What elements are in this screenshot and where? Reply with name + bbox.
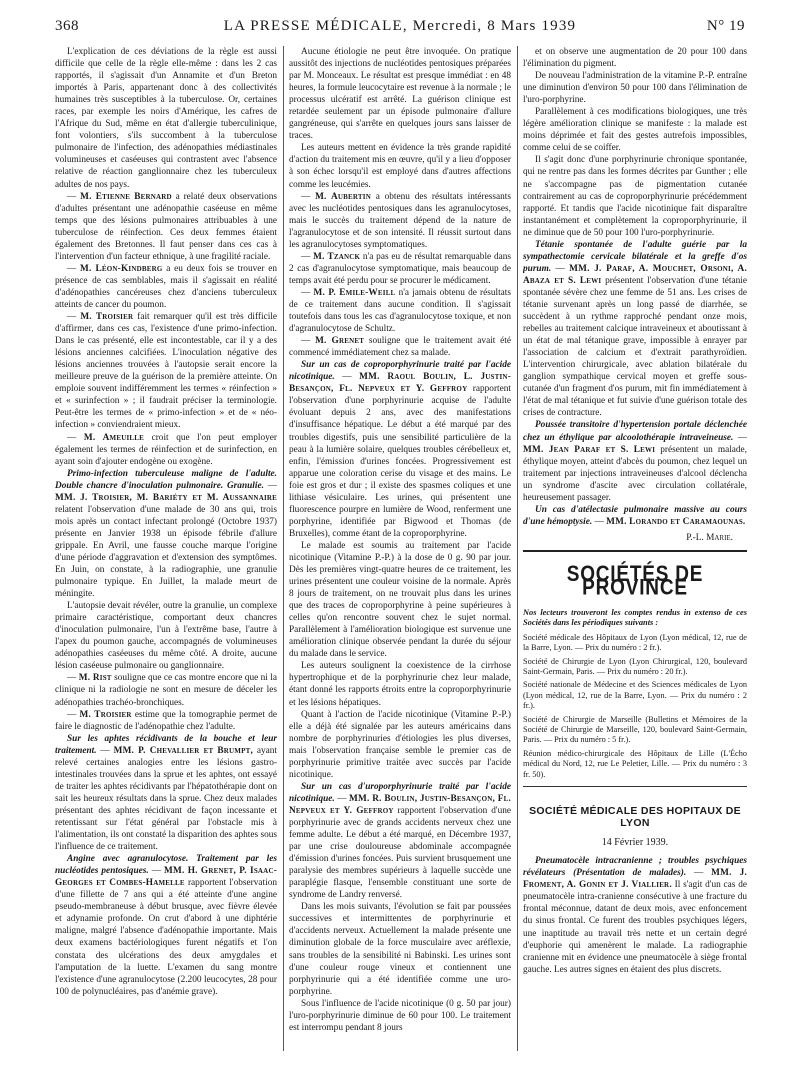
- paragraph-text: rapportent l'observation d'une porphyrinurie acquise de l'adulte évoluant depuis 2 ans, avec des manifestations d'insuffisance hépatique. Le début a été marqué par des troubles digestifs, puis une sensibilité particulière de la peau à la lumière solaire, quelques troubles cérébelleux et, enfin, l'émission d'urines foncées. Progressivement est apparue une coloration cerise du visage et des mains. Le foie est gros et dur ; il existe des spasmes coliques et une lithiase vésiculaire. Les urines, qui présentent une fluorescence pourpre en lumière de Wood, renferment une porphyrine, identifiée par Bigwood et Thomas (de Bruxelles), comme étant de la coproporphyrine.: [289, 384, 511, 539]
- paragraph: — M. Etienne Bernard a relaté deux observations d'adultes présentant une adénopathie caséeuse en même temps que des lésions pulmonaires attribuables à une tuberculose de réinfection. Ces deux femmes étaient également des Bretonnes. Il faut penser dans ces cas à l'intervention d'un facteur ethnique, à une fragilité raciale.: [55, 191, 277, 262]
- column-3: [523, 46, 747, 1056]
- section: Poussée transitoire d'hypertension portale déclenchée chez un éthylique par alcoolothérapie intraveineuse. — MM. Jean Paraf et S. Lewi présentent un malade, éthylique moyen, atteint d'abcès du poumon, chez lequel un traitement par injections intraveineuses d'alcool déclencha un syndrome d'ascite avec circulation collatérale, heureusement passager.: [523, 420, 747, 503]
- paragraph: Quant à l'action de l'acide nicotinique (Vitamine P.-P.) elle a déjà été signalée par les auteurs américains dans nombre de porphyrinuries d'étiologies les plus diverses, mais l'observation française semble le premier cas de porphyrinurie primitive traitée avec succès par l'acide nicotinique.: [289, 709, 511, 780]
- paragraph: L'autopsie devait révéler, outre la granulie, un complexe primaire caractéristique, comportant deux chancres d'inoculation pulmonaire, l'un à l'extrême base, l'autre à l'apex du poumon gauche, accompagnés de volumineuses adénopathies caséeuses du même côté. A droite, aucune lésion caséeuse pulmonaire ou ganglionnaire.: [55, 601, 277, 672]
- column-1: [55, 46, 277, 1056]
- paragraph-text: n'a pas eu de résultat remarquable dans 2 cas d'agranulocytose symptomatique, mais beaucoup de temps avait été perdu pour se procurer le médicament.: [289, 251, 511, 286]
- column-rule: [517, 46, 518, 1051]
- paragraph-text: n'a jamais obtenu de résultats de ce traitement dans aucune condition. Il s'agissait toutefois dans tous les cas d'agranulocytose toxique, et non d'agranulocytose de Schultz.: [289, 287, 511, 335]
- authors: MM. R. Boulin, Justin-Besançon, Fl. Nepveux et Y. Geffroy: [289, 793, 511, 816]
- signature: P.-L. Marie.: [686, 532, 733, 543]
- column-2: [289, 46, 511, 1056]
- divider: [523, 550, 747, 552]
- authors: MM. Lorando et Caramaounas.: [606, 516, 746, 527]
- authors: MM. J. Paraf, A. Mouchet, Orsoni, A. Abaza et S. Lewi: [523, 263, 747, 286]
- section: Un cas d'atélectasie pulmonaire massive au cours d'une hémoptysie. — MM. Lorando et Caramaounas.: [523, 504, 747, 527]
- society-entry: Société médicale des Hôpitaux de Lyon (Lyon médical, 12, rue de la Barre, Lyon. — Prix du numéro : 2 fr.).: [523, 632, 747, 653]
- paragraph: — M. Rist souligne que ce cas montre encore que ni la clinique ni la radiologie ne sont en mesure de déceler les adénopathies trachéo-bronchiques.: [55, 673, 277, 708]
- paragraph: — M. Ameuille croit que l'on peut employer également les termes de réinfection et de surinfection, en ayant soin d'ajouter endogène ou exogène.: [55, 432, 277, 467]
- section-heading: SOCIÉTÉS DE PROVINCE: [566, 562, 704, 601]
- page-header: [55, 18, 745, 42]
- paragraph: Aucune étiologie ne peut être invoquée. On pratique aussitôt des injections de nucléotides pentosiques préparées par M. Monceaux. Le résultat est presque immédiat : en 48 heures, la formule leucocytaire est revenue à la normale ; le processus ulcératif est arrêté. La guérison clinique est retardée seulement par un épisode pulmonaire d'allure gangréneuse, qui s'arrête en quelques jours sans laisser de traces.: [289, 47, 511, 142]
- paragraph-text: fait remarquer qu'il est très difficile d'affirmer, dans ces cas, l'existence d'une primo-infection. Dans le cas présenté, elle est incontestable, car il y a des lésions anciennes calcifiées. L'inoculation négative des lésions anciennes trouvées à l'autopsie serait encore la meilleure preuve de la guérison de la première atteinte. On emploie souvent indifféremment les termes « réinfection » et « surinfection » ; il faudrait préciser la terminologie. Peut-être les termes de « primo-infection » et de « néo-infection » conviendraient mieux.: [55, 312, 277, 431]
- section: Angine avec agranulocytose. Traitement par les nucléotides pentosiques. — MM. H. Grenet, P. Isaac-Georges et Combes-Hamelle rapportent l'observation d'une fillette de 7 ans qui a été atteinte d'une angine pseudo-membraneuse à début brusque, avec fièvre élevée et adynamie profonde. On crut d'abord à une diphtérie maligne, malgré l'absence d'adénopathie importante. Mais deux examens bactériologiques furent négatifs et l'on constata des ulcérations des deux amygdales et l'amputation de la luette. L'examen du sang montre l'existence d'une agranulocytose (2.200 leucocytes, 28 pour 100 de polynucléaires, pas d'anémie grave).: [55, 854, 277, 997]
- section: Sur un cas de coproporphyrinurie traité par l'acide nicotinique. — MM. Raoul Boulin, L. Justin-Besançon, Fl. Nepveux et Y. Geffroy rapportent l'observation d'une porphyrinurie acquise de l'adulte évoluant depuis 2 ans, avec des manifestations d'insuffisance hépatique. Le début a été marqué par des troubles digestifs, puis une sensibilité particulière de la peau à la lumière solaire, quelques troubles cérébelleux et, enfin, l'émission d'urines foncées. Progressivement est apparue une coloration cerise du visage et des mains. Le foie est gros et dur ; il existe des spasmes coliques et une lithiase vésiculaire. Les urines, qui présentent une fluorescence pourpre en lumière de Wood, renferment une porphyrine, identifiée par Bigwood et Thomas (de Bruxelles), comme étant de la coproporphyrine.: [289, 360, 511, 539]
- paragraph-text: ayant relevé certaines analogies entre les lésions gastro-intestinales trouvées dans la sprue et les aphtes, ont essayé de traiter les aphtes récidivants par l'hépatothérapie dont on sait les heureux résultats dans la sprue. Chez deux malades présentant des aphtes récidivant de façon incessante et retentissant sur l'état général par l'obstacle mis à l'alimentation, ils ont constaté la disparition des aphtes sous l'influence de ce traitement.: [55, 745, 277, 853]
- speaker: M. Etienne Bernard: [80, 191, 172, 202]
- paragraph: — M. Grenet souligne que le traitement avait été commencé immédiatement chez sa malade.: [289, 336, 511, 359]
- masthead: LA PRESSE MÉDICALE, Mercredi, 8 Mars 1939: [223, 18, 577, 34]
- issue-number: N° 19: [706, 18, 745, 34]
- society-entry: Société nationale de Médecine et des Sciences médicales de Lyon (Lyon médical, 12, rue de la Barre, Lyon. — Prix du numéro : 2 fr.).: [523, 680, 747, 711]
- paragraph: De nouveau l'administration de la vitamine P.-P. entraîne une diminution d'environ 50 pour 100 dans l'élimination de l'uro-porphyrine.: [523, 71, 747, 106]
- authors: MM. P. Chevallier et Brumpt,: [113, 745, 253, 756]
- paragraph-text: Il s'agit d'un cas de pneumatocèle intra-cranienne consécutive à une fracture du frontal méconnue, datant de deux mois, avec enfoncement du sinus frontal. Ce furent des troubles psychiques légers, une inaptitude au travail très nette et un certain degré d'euphorie qui amenèrent le malade. La radiographie cranienne mit en évidence une pneumatocèle à siège frontal gauche. Les autres signes en étaient des plus discrets.: [523, 880, 747, 975]
- paragraph: Sous l'influence de l'acide nicotinique (0 g. 50 par jour) l'uro-porphyrinurie diminue de 60 pour 100. Le traitement est interrompu pendant 8 jours: [289, 998, 511, 1033]
- authors: MM. Raoul Boulin, L. Justin-Besançon, Fl. Nepveux et Y. Geffroy: [289, 372, 511, 395]
- paragraph: L'explication de ces déviations de la règle est aussi difficile que celle de la règle elle-même : dans les 2 cas rapportés, il s'agissait d'un Annamite et d'un Breton importés à Paris, appartenant donc à des collectivités humaines très susceptibles à la tuberculose. Or, certaines races, par exemple les noirs d'Amérique, les cafres de l'Afrique du Sud, même en état d'allergie tuberculinique, font volontiers, s'ils succombent à la tuberculose pulmonaire de l'infection, des adénopathies médiastinales volumineuses et caséeuses qui contrastent avec l'absence relative de réaction ganglionnaire chez les tuberculeux adultes de nos pays.: [55, 47, 277, 190]
- paragraph: — M. Troisier estime que la tomographie permet de faire le diagnostic de l'adénopathie chez l'adulte.: [55, 709, 277, 732]
- section-title: Tétanie spontanée de l'adulte guérie par la sympathectomie cervicale bilatérale et la greffe d'os purum.: [523, 239, 747, 274]
- society-entry: Société de Chirurgie de Marseille (Bulletins et Mémoires de la Société de Chirurgie de Marseille, 120, boulevard Saint-Germain, Paris. — Prix du numéro : 5 fr.).: [523, 714, 747, 745]
- societies-list: [523, 608, 747, 780]
- speaker: M. Tzanck: [313, 251, 361, 262]
- paragraph-text: souligne que ce cas montre encore que ni la clinique ni la radiologie ne sont en mesure de déceler les adénopathies trachéo-bronchiques.: [55, 673, 277, 708]
- society-entry: Société de Chirurgie de Lyon (Lyon Chirurgical, 120, boulevard Saint-Germain, Paris. — Prix du numéro : 20 fr.).: [523, 656, 747, 677]
- speaker: M. Rist: [78, 673, 112, 684]
- speaker: M. Troisier: [80, 312, 134, 323]
- paragraph-text: présentent l'observation d'une tétanie spontanée sévère chez une femme de 51 ans. Les crises de tétanie survenant après un long passé de diarrhée, se succèdent à un rythme rapproché pendant onze mois, rebelles au traitement calcique intraveineux et aboutissant à un état de mal tétanique grave, impossible à enrayer par l'association de calcium et d'extrait parathyroïdien. L'intervention chirurgicale, avec ablation bilatérale du ganglion sympathique cervical moyen et greffe sous-cutanée d'un fragment d'os purum, mit fin immédiatement à l'état de mal tétanique et fut suivie d'une guérison totale des crises de contracture.: [523, 275, 747, 419]
- paragraph-text: souligne que le traitement avait été commencé immédiatement chez sa malade.: [289, 336, 511, 359]
- section-title: Sur un cas d'uroporphyrinurie traité par l'acide nicotinique.: [289, 781, 511, 804]
- speaker: M. P. Emile-Weill: [313, 287, 396, 298]
- paragraph-text: relatent l'observation d'une malade de 30 ans qui, trois mois après un contact infectant prolongé (Octobre 1937) présente en Janvier 1938 un épisode fébrile d'allure grippale. En Avril, une fausse couche marque l'origine d'une période d'aggravation et d'extension des symptômes. En Juin, on constate, à la radiographie, une granulie pulmonaire typique. En Juillet, la malade meurt de méningite.: [55, 504, 277, 600]
- authors: MM. Jean Paraf et S. Lewi: [523, 444, 656, 455]
- notice: Nos lecteurs trouveront les comptes rendus in extenso de ces Sociétés dans les périodiques suivants :: [523, 608, 747, 628]
- section: Primo-infection tuberculeuse maligne de l'adulte. Double chancre d'inoculation pulmonaire. Granulie. — MM. J. Troisier, M. Bariéty et M. Aussannaire relatent l'observation d'une malade de 30 ans qui, trois mois après un contact infectant prolongé (Octobre 1937) présente en Janvier 1938 un épisode fébrile d'allure grippale. En Avril, une fausse couche marque l'origine d'une période d'aggravation et d'extension des symptômes. En Juin, on constate, à la radiographie, une granulie pulmonaire typique. En Juillet, la malade meurt de méningite.: [55, 468, 277, 600]
- section-title: Primo-infection tuberculeuse maligne de l'adulte. Double chancre d'inoculation pulmonaire. Granulie.: [55, 468, 277, 491]
- session-date: 14 Février 1939.: [601, 837, 669, 849]
- paragraph: — M. Troisier fait remarquer qu'il est très difficile d'affirmer, dans ces cas, l'existence d'une primo-infection. Dans le cas présenté, elle est incontestable, car il y a des lésions anciennes calcifiées. L'inoculation négative des lésions anciennes trouvées à l'autopsie serait encore la meilleure preuve de la guérison de la première atteinte. On emploie souvent indifféremment les termes « réinfection » et « surinfection » ; il faudrait préciser la terminologie. Peut-être les termes de « primo-infection » et de « néo-infection » conviendraient mieux.: [55, 312, 277, 431]
- section-title: Un cas d'atélectasie pulmonaire massive au cours d'une hémoptysie.: [523, 504, 747, 527]
- paragraph-text: croit que l'on peut employer également les termes de réinfection et de surinfection, en ayant soin d'ajouter endogène ou exogène.: [55, 432, 277, 467]
- section-title: Sur les aphtes récidivants de la bouche et leur traitement.: [55, 733, 277, 756]
- paragraph-text: rapportent l'observation d'une fillette de 7 ans qui a été atteinte d'une angine pseudo-membraneuse à début brusque, avec fièvre élevée et adynamie profonde. On crut d'abord à une diphtérie maligne, malgré l'absence d'adénopathie importante. Mais deux examens bactériologiques furent négatifs et l'on constata des ulcérations des deux amygdales et l'amputation de la luette. L'examen du sang montre l'existence d'une agranulocytose (2.200 leucocytes, 28 pour 100 de polynucléaires, pas d'anémie grave).: [55, 878, 277, 997]
- section: Sur les aphtes récidivants de la bouche et leur traitement. — MM. P. Chevallier et Brumpt, ayant relevé certaines analogies entre les lésions gastro-intestinales trouvées dans la sprue et les aphtes, ont essayé de traiter les aphtes récidivants par l'hépatothérapie dont on sait les heureux résultats dans la sprue. Chez deux malades présentant des aphtes récidivant de façon incessante et retentissant sur l'état général par l'obstacle mis à l'alimentation, ils ont constaté la disparition des aphtes sous l'influence de ce traitement.: [55, 733, 277, 853]
- paragraph: Dans les mois suivants, l'évolution se fait par poussées successives et intermittentes de porphyrinurie et d'accidents nerveux. Actuellement la malade présente une diminution globale de la force musculaire avec aréflexie, sans troubles de la sensibilité ni Babinski. Les urines sont d'une couleur rouge vineux et contiennent une porphyrinurie qui a été identifiée comme une uro-porphyrine.: [289, 902, 511, 997]
- divider: [523, 786, 747, 787]
- society-entry: Réunion médico-chirurgicale des Hôpitaux de Lille (L'Écho médical du Nord, 12, rue Le Peletier, Lille. — Prix du numéro : 3 fr. 50).: [523, 748, 747, 779]
- paragraph: Les auteurs mettent en évidence la très grande rapidité d'action du traitement mis en œuvre, qu'il y a lieu d'opposer à son échec lorsqu'il est employé dans d'autres affections comme les leucémies.: [289, 143, 511, 190]
- speaker: M. Troisier: [79, 709, 132, 720]
- paragraph-text: a eu deux fois se trouver en présence de cas semblables, mais il s'agissait en réalité d'adénopathies cancéreuses chez d'anciens tuberculeux atteints de cancer du poumon.: [55, 263, 277, 310]
- paragraph-text: a obtenu des résultats intéressants avec les nucléotides pentosiques dans les agranulocytoses, mais le succès du traitement dépend de la nature de l'agranulocytose et de son intensité. Il réussit surtout dans les agranulocytoses symptomatiques.: [289, 191, 511, 250]
- paragraph: Le malade est soumis au traitement par l'acide nicotinique (Vitamine P.-P.) à la dose de 0 g. 90 par jour. Dès les premières vingt-quatre heures de ce traitement, les urines présentent une couleur voisine de la normale. Après 8 jours de traitement, on ne trouvait plus dans les urines que des traces de coproporphyrine à peine supérieures à celles qu'on rencontre souvent chez le sujet normal. Parallèlement à l'amélioration biologique est survenue une amélioration clinique observée pendant la durée du séjour du malade dans le service.: [289, 540, 511, 660]
- section: Tétanie spontanée de l'adulte guérie par la sympathectomie cervicale bilatérale et la greffe d'os purum. — MM. J. Paraf, A. Mouchet, Orsoni, A. Abaza et S. Lewi présentent l'observation d'une tétanie spontanée sévère chez une femme de 51 ans. Les crises de tétanie survenant après un long passé de diarrhée, se succèdent à un rythme rapproché pendant onze mois, rebelles au traitement calcique intraveineux et aboutissant à un état de mal tétanique grave, impossible à enrayer par l'association de calcium et d'extrait parathyroïdien. L'intervention chirurgicale, avec ablation bilatérale du ganglion sympathique cervical moyen et greffe sous-cutanée d'un fragment d'os purum, mit fin immédiatement à l'état de mal tétanique et fut suivie d'une guérison totale des crises de contracture.: [523, 239, 747, 419]
- paragraph: Il s'agit donc d'une porphyrinurie chronique spontanée, qui ne rentre pas dans les formes décrites par Gunther ; elle ne s'accompagne pas de pigmentation cutanée contrairement au cas de coproporphyrinurie précédemment rapporté. Et tandis que l'acide nicotinique fait disparaître instantanément et complètement la coproporphyrinurie, il ne diminue que de 50 pour 100 l'uro-porphyrinurie.: [523, 155, 747, 238]
- section-title: Poussée transitoire d'hypertension portale déclenchée chez un éthylique par alcoolothérapie intraveineuse.: [523, 420, 747, 443]
- section-title: Pneumatocèle intracranienne ; troubles psychiques révélateurs (Présentation de malades).: [523, 856, 747, 879]
- paragraph: — M. P. Emile-Weill n'a jamais obtenu de résultats de ce traitement dans aucune condition. Il s'agissait toutefois dans tous les cas d'agranulocytose toxique, et non d'agranulocytose de Schultz.: [289, 287, 511, 335]
- speaker: M. Grenet: [315, 336, 365, 347]
- paragraph: Les auteurs soulignent la coexistence de la cirrhose hypertrophique et de la porphyrinurie chez leur malade, étant donné les rapports étroits entre la coproporphyrinurie et les lésions hépatiques.: [289, 661, 511, 708]
- speaker: M. Ameuille: [83, 432, 145, 443]
- page-number: 368: [55, 18, 79, 34]
- paragraph-text: présentent un malade, éthylique moyen, atteint d'abcès du poumon, chez lequel un traitement par injections intraveineuses d'alcool déclencha un syndrome d'ascite avec circulation collatérale, heureusement passager.: [523, 444, 747, 503]
- section-title: Angine avec agranulocytose. Traitement par les nucléotides pentosiques.: [55, 854, 277, 877]
- authors: MM. J. Froment, A. Gonin et J. Viallier.: [523, 868, 747, 891]
- paragraph: — M. Tzanck n'a pas eu de résultat remarquable dans 2 cas d'agranulocytose symptomatique, mais beaucoup de temps avait été perdu pour se procurer le médicament.: [289, 251, 511, 286]
- speaker: M. Aubertin: [315, 191, 371, 202]
- section: Pneumatocèle intracranienne ; troubles psychiques révélateurs (Présentation de malades). — MM. J. Froment, A. Gonin et J. Viallier. Il s'agit d'un cas de pneumatocèle intra-cranienne consécutive à une fracture du frontal méconnue, datant de deux mois, avec enfoncement du sinus frontal. Ce furent des troubles psychiques légers, une inaptitude au travail très nette et un certain degré d'euphorie qui amenèrent le malade. La radiographie cranienne mit en évidence une pneumatocèle à siège frontal gauche. Les autres signes en étaient des plus discrets.: [523, 856, 747, 975]
- paragraph-text: a relaté deux observations d'adultes présentant une adénopathie caséeuse en même temps que des lésions pulmonaires attribuables à une tuberculose de réinfection. Ces deux femmes étaient également des Bretonnes. Il faut penser dans ces cas à l'intervention d'un facteur ethnique, à une fragilité raciale.: [55, 191, 277, 262]
- paragraph: — M. Aubertin a obtenu des résultats intéressants avec les nucléotides pentosiques dans les agranulocytoses, mais le succès du traitement dépend de la nature de l'agranulocytose et de son intensité. Il réussit surtout dans les agranulocytoses symptomatiques.: [289, 191, 511, 250]
- paragraph-text: rapportent l'observation d'une porphyrinurie avec de grands accidents nerveux chez une femme adulte. Le début a été marqué, en Décembre 1937, par une crise douloureuse abdominale accompagnée d'émission d'urines foncées. Puis survient brusquement une paralysie des membres supérieurs à laquelle succède une paraplégie flasque, l'ensemble constituant une sorte de syndrome de Landry renversé.: [289, 805, 511, 901]
- society-heading: SOCIÉTÉ MÉDICALE DES HOPITAUX DE LYON: [529, 805, 741, 830]
- paragraph: et on observe une augmentation de 20 pour 100 dans l'élimination du pigment.: [523, 47, 747, 70]
- section-title: Sur un cas de coproporphyrinurie traité par l'acide nicotinique.: [289, 360, 511, 383]
- paragraph-text: estime que la tomographie permet de faire le diagnostic de l'adénopathie chez l'adulte.: [55, 709, 277, 732]
- section: Sur un cas d'uroporphyrinurie traité par l'acide nicotinique. — MM. R. Boulin, Justin-Besançon, Fl. Nepveux et Y. Geffroy rapportent l'observation d'une porphyrinurie avec de grands accidents nerveux chez une femme adulte. Le début a été marqué, en Décembre 1937, par une crise douloureuse abdominale accompagnée d'émission d'urines foncées. Puis survient brusquement une paralysie des membres supérieurs à laquelle succède une paraplégie flasque, l'ensemble constituant une sorte de syndrome de Landry renversé.: [289, 781, 511, 901]
- paragraph: Parallèlement à ces modifications biologiques, une très légère amélioration clinique se manifeste : la malade est moins déprimée et fait des gestes autrefois impossibles, comme celui de se coiffer.: [523, 107, 747, 154]
- authors: MM. H. Grenet, P. Isaac-Georges et Combes-Hamelle: [55, 866, 277, 889]
- authors: MM. J. Troisier, M. Bariéty et M. Aussannaire: [55, 492, 277, 503]
- paragraph: — M. Léon-Kindberg a eu deux fois se trouver en présence de cas semblables, mais il s'agissait en réalité d'adénopathies cancéreuses chez d'anciens tuberculeux atteints de cancer du poumon.: [55, 263, 277, 310]
- speaker: M. Léon-Kindberg: [80, 263, 163, 274]
- column-rule: [283, 46, 284, 1051]
